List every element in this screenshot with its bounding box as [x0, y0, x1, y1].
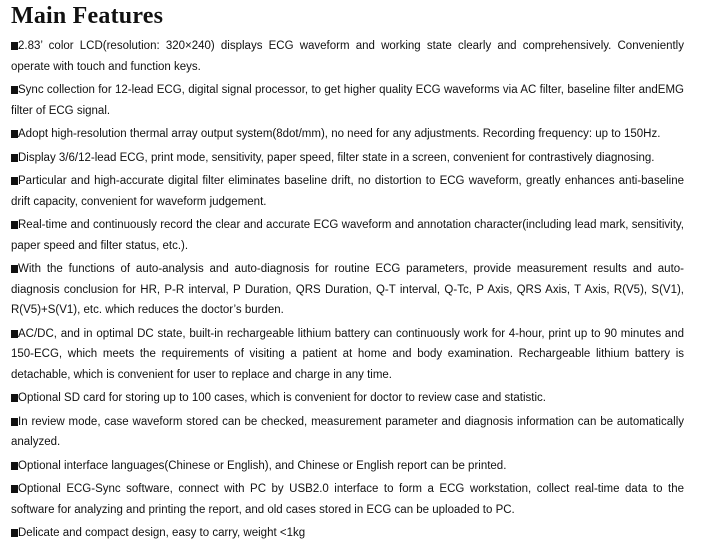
- square-bullet-icon: [11, 265, 18, 273]
- square-bullet-icon: [11, 485, 18, 493]
- feature-item: [11, 259, 684, 321]
- feature-text: Adopt high-resolution thermal array output system(8dot/mm), no need for any adjustments. Recording frequency: up to 150Hz.: [18, 128, 661, 140]
- feature-item: [11, 388, 684, 409]
- feature-item: [11, 36, 684, 77]
- square-bullet-icon: [11, 177, 18, 185]
- square-bullet-icon: [11, 154, 18, 162]
- page-title: Main Features: [11, 3, 164, 29]
- feature-text: Optional SD card for storing up to 100 cases, which is convenient for doctor to review case and statistic.: [18, 392, 546, 404]
- feature-text: In review mode, case waveform stored can be checked, measurement parameter and diagnosis information can be automatically analyzed.: [11, 415, 684, 448]
- square-bullet-icon: [11, 221, 18, 229]
- feature-item: [11, 324, 684, 386]
- square-bullet-icon: [11, 529, 18, 537]
- feature-item: [11, 171, 684, 212]
- square-bullet-icon: [11, 330, 18, 338]
- feature-item: [11, 479, 684, 520]
- features-list: [11, 36, 684, 544]
- feature-item: [11, 412, 684, 453]
- feature-text: With the functions of auto-analysis and auto-diagnosis for routine ECG parameters, provide measurement results and auto-diagnosis conclusion for HR, P-R interval, P Duration, QRS Duration, Q-T interval, Q-Tc, P Axis, QRS Axis, T Axis, R(V5), S(V1), R(V5)+S(V1), etc. which reduces the doctor’s burden.: [11, 263, 684, 316]
- square-bullet-icon: [11, 42, 18, 50]
- feature-item: [11, 124, 684, 145]
- feature-text: Delicate and compact design, easy to carry, weight <1kg: [18, 527, 306, 539]
- square-bullet-icon: [11, 394, 18, 402]
- feature-text: Real-time and continuously record the clear and accurate ECG waveform and annotation character(including lead mark, sensitivity, paper speed and filter status, etc.).: [11, 219, 684, 252]
- feature-text: Optional interface languages(Chinese or English), and Chinese or English report can be printed.: [18, 459, 507, 472]
- feature-text: AC/DC, and in optimal DC state, built-in rechargeable lithium battery can continuously work for 4-hour, print up to 90 minutes and 150-ECG, which meets the requirements of visiting a patient at home and body examination. Rechargeable lithium battery is detachable, which is convenient for user to replace and charge in any time.: [11, 327, 684, 381]
- feature-item: [11, 215, 684, 256]
- feature-text: Optional ECG-Sync software, connect with PC by USB2.0 interface to form a ECG workstation, collect real-time data to the software for analyzing and printing the report, and old cases stored in ECG can be uploaded to PC.: [11, 483, 684, 516]
- feature-item: [11, 148, 684, 169]
- feature-text: Display 3/6/12-lead ECG, print mode, sensitivity, paper speed, filter state in a screen, convenient for contrastively diagnosing.: [18, 151, 655, 164]
- square-bullet-icon: [11, 418, 18, 426]
- feature-item: [11, 523, 684, 544]
- square-bullet-icon: [11, 130, 18, 138]
- feature-item: [11, 80, 684, 121]
- feature-text: 2.83’ color LCD(resolution: 320×240) displays ECG waveform and working state clearly and comprehensively. Conveniently operate with touch and function keys.: [11, 40, 684, 73]
- square-bullet-icon: [11, 462, 18, 470]
- feature-item: [11, 456, 684, 477]
- feature-text: Particular and high-accurate digital filter eliminates baseline drift, no distortion to ECG waveform, greatly enhances anti-baseline drift capacity, convenient for waveform judgement.: [11, 175, 684, 208]
- feature-text: Sync collection for 12-lead ECG, digital signal processor, to get higher quality ECG waveforms via AC filter, baseline filter andEMG filter of ECG signal.: [11, 84, 684, 117]
- square-bullet-icon: [11, 86, 18, 94]
